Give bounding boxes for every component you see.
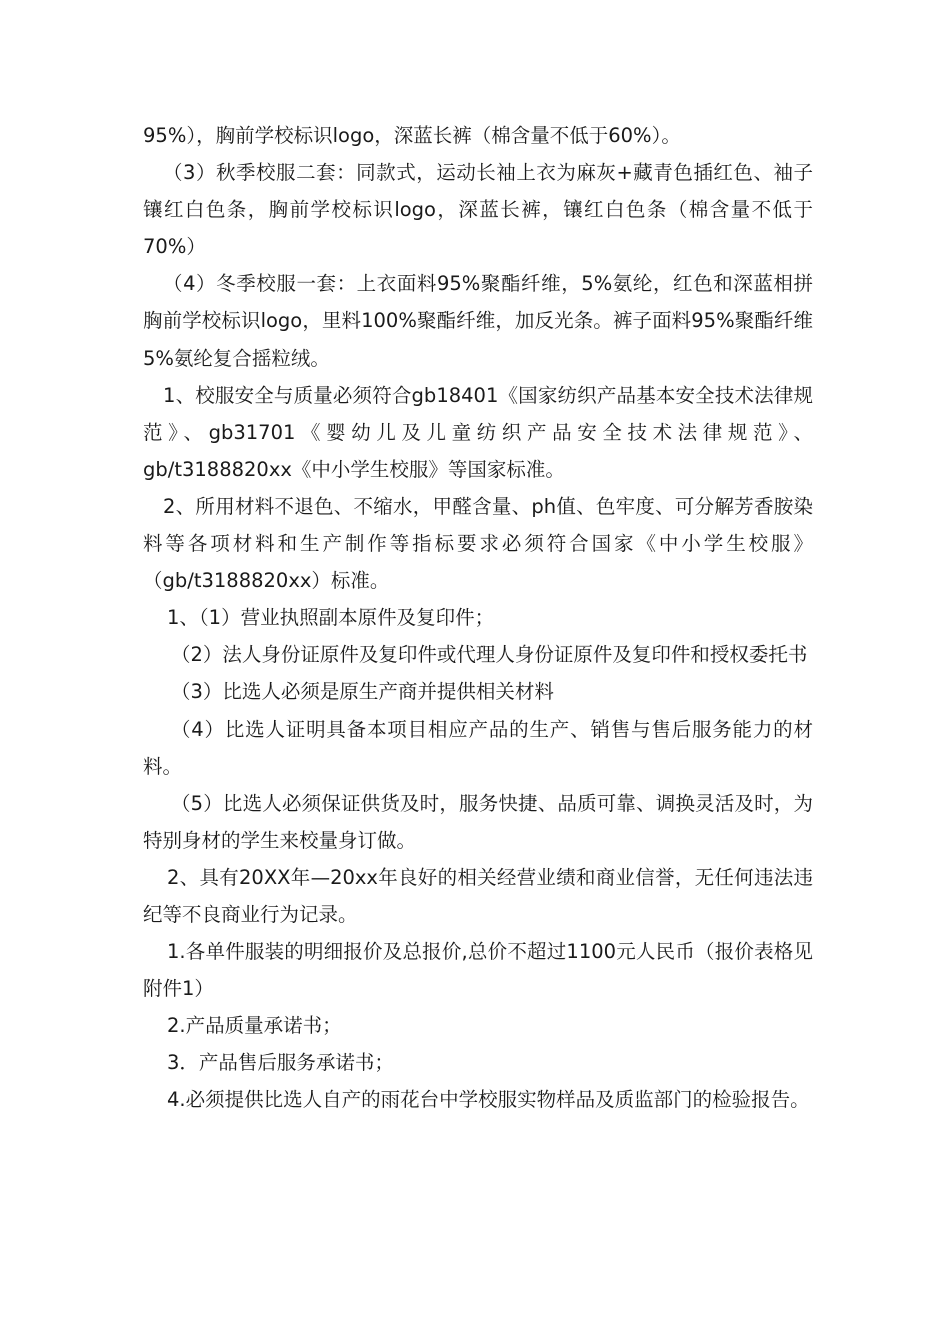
paragraph-original-manufacturer: （3）比选人必须是原生产商并提供相关材料 xyxy=(171,680,554,704)
paragraph-capability-proof: （4）比选人证明具备本项目相应产品的生产、销售与售后服务能力的材料。 xyxy=(143,717,813,778)
paragraph-sample-inspection: 4.必须提供比选人自产的雨花台中学校服实物样品及质监部门的检验报告。 xyxy=(167,1088,810,1112)
paragraph-autumn-uniform: （3）秋季校服二套：同款式，运动长袖上衣为麻灰+藏青色插红色、袖子镶红白色条，胸前学校标识logo，深蓝长裤，镶红白色条（棉含量不低于70%） xyxy=(143,161,813,259)
paragraph-id-documents: （2）法人身份证原件及复印件或代理人身份证原件及复印件和授权委托书 xyxy=(171,643,808,667)
paragraph-after-sales-commitment: 3．产品售后服务承诺书； xyxy=(167,1051,394,1075)
paragraph-price-quote: 1.各单件服装的明细报价及总报价,总价不超过1100元人民币（报价表格见附件1） xyxy=(143,940,813,1001)
paragraph-safety-standards: 1、校服安全与质量必须符合gb18401《国家纺织产品基本安全技术法律规范》、gb31701《婴幼儿及儿童纺织产品安全技术法律规范》、gb/t3188820xx《中小学生校服》等国家标准。 xyxy=(143,383,813,481)
paragraph-business-record: 2、具有20XX年—20xx年良好的相关经营业绩和商业信誉，无任何违法违纪等不良商业行为记录。 xyxy=(143,865,813,926)
paragraph-business-license: 1、（1）营业执照副本原件及复印件； xyxy=(167,606,495,630)
paragraph-summer-uniform-pants: 95%），胸前学校标识logo，深蓝长裤（棉含量不低于60%）。 xyxy=(143,124,681,147)
paragraph-winter-uniform: （4）冬季校服一套：上衣面料95%聚酯纤维，5%氨纶，红色和深蓝相拼胸前学校标识logo，里料100%聚酯纤维，加反光条。裤子面料95%聚酯纤维5%氨纶复合摇粒绒。 xyxy=(143,272,813,370)
paragraph-material-requirements: 2、所用材料不退色、不缩水，甲醛含量、ph值、色牢度、可分解芳香胺染料等各项材料和生产制作等指标要求必须符合国家《中小学生校服》（gb/t3188820xx）标准。 xyxy=(143,494,813,593)
document-body xyxy=(143,117,813,1119)
paragraph-supply-guarantee: （5）比选人必须保证供货及时，服务快捷、品质可靠、调换灵活及时，为特别身材的学生来校量身订做。 xyxy=(143,791,813,852)
paragraph-quality-commitment: 2.产品质量承诺书； xyxy=(167,1014,342,1038)
